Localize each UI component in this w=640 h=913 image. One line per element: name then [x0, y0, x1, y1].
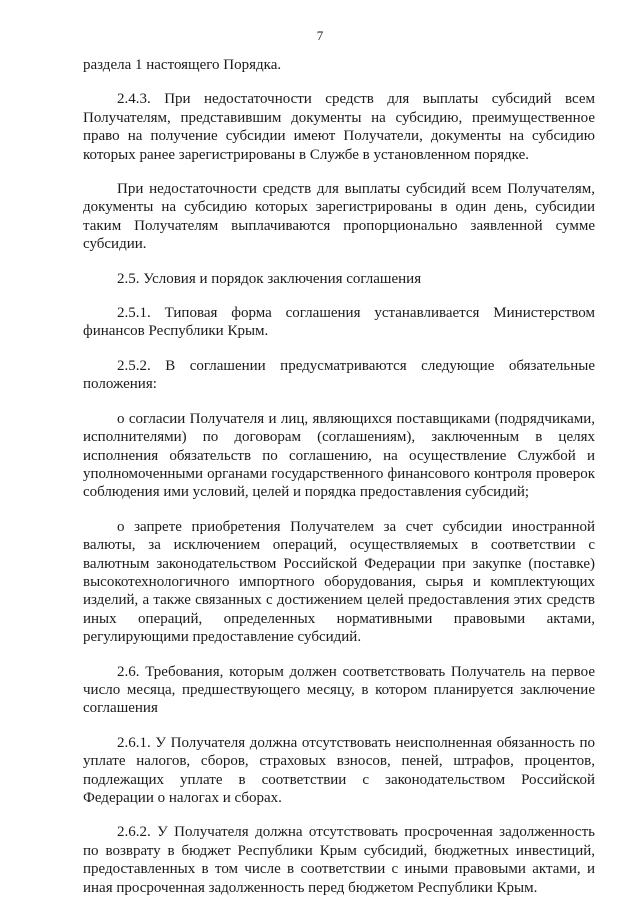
- paragraph-insufficient-funds: При недостаточности средств для выплаты субсидий всем Получателям, документы на субсидию которых зарегистрированы в один день, субсидии таким Получателям выплачиваются пропорционально заявленной сумме субсидии.: [83, 181, 595, 253]
- section-heading-2-5: 2.5. Условия и порядок заключения соглашения: [117, 270, 422, 287]
- paragraph-2-5-2: 2.5.2. В соглашении предусматриваются следующие обязательные положения:: [83, 357, 595, 393]
- paragraph-2-5-1: 2.5.1. Типовая форма соглашения устанавливается Министерством финансов Республики Крым.: [83, 305, 595, 340]
- paragraph-2-6-1: 2.6.1. У Получателя должна отсутствовать неисполненная обязанность по уплате налогов, сборов, страховых взносов, пеней, штрафов, процентов, подлежащих уплате в соответствии с законодательством Российской Федерации о налогах и сборах.: [83, 734, 595, 806]
- section-heading-2-6: 2.6. Требования, которым должен соответствовать Получатель на первое число месяца, предшествующего месяцу, в котором планируется заключение соглашения: [83, 663, 595, 717]
- page-number: 7: [316, 28, 324, 43]
- paragraph-currency-ban-clause: о запрете приобретения Получателем за счет субсидии иностранной валюты, за исключением операций, осуществляемых в соответствии с валютным законодательством Российской Федерации при закупке (поставке) высокотехнологичного импортного оборудования, сырья и комплектующих изделий, а также связанных с достижением целей предоставления этих средств иных операций, определенных нормативными правовыми актами, регулирующими предоставление субсидий.: [83, 518, 595, 646]
- document-body: [83, 56, 595, 913]
- paragraph-consent-clause: о согласии Получателя и лиц, являющихся поставщиками (подрядчиками, исполнителями) по договорам (соглашениям), заключенным в целях исполнения обязательств по соглашению, на осуществление Службой и уполномоченными органами государственного финансового контроля проверок соблюдения ими условий, целей и порядка предоставления субсидий;: [83, 410, 595, 501]
- paragraph-2-4-3: 2.4.3. При недостаточности средств для выплаты субсидий всем Получателям, представившим документы на субсидию, преимущественное право на получение субсидии имеют Получатели, документы на субсидию которых ранее зарегистрированы в Службе в установленном порядке.: [83, 91, 595, 163]
- paragraph-continuation: раздела 1 настоящего Порядка.: [83, 57, 282, 73]
- paragraph-2-6-2: 2.6.2. У Получателя должна отсутствовать просроченная задолженность по возврату в бюджет Республики Крым субсидий, бюджетных инвестиций, предоставленных в том числе в соответствии с иными правовыми актами, и иная просроченная задолженность перед бюджетом Республики Крым.: [83, 824, 595, 896]
